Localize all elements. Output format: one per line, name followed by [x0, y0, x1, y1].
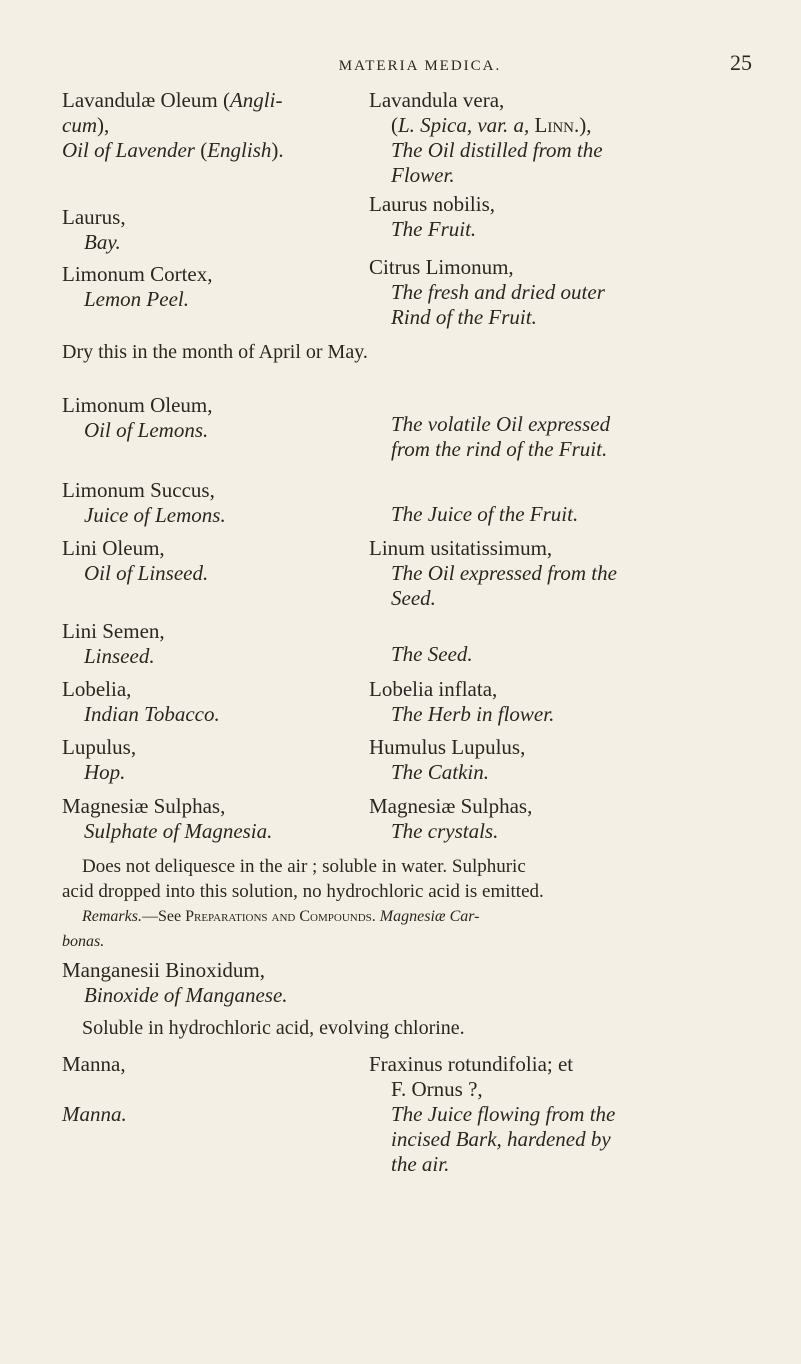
entry-magnesiae-right: Magnesiæ Sulphas, The crystals.: [369, 794, 533, 843]
entry-lobelia-left: Lobelia, Indian Tobacco.: [62, 677, 220, 726]
entry-limonum-succus-right: The Juice of the Fruit.: [391, 502, 579, 526]
page-number: 25: [730, 50, 752, 75]
entry-limonum-cortex-left: Limonum Cortex, Lemon Peel.: [62, 262, 213, 311]
note-chlorine: Soluble in hydrochloric acid, evolving chlorine.: [82, 1017, 465, 1039]
entry-manna-right: Fraxinus rotundifolia; et F. Ornus ?, The Juice flowing from the incised Bark, hardened by the air.: [369, 1052, 616, 1176]
entry-lavender-left: Lavandulæ Oleum (Angli- cum), Oil of Lavender (English).: [62, 88, 284, 162]
entry-lini-semen-right: The Seed.: [391, 642, 473, 666]
entry-limonum-succus-left: Limonum Succus, Juice of Lemons.: [62, 478, 226, 527]
entry-limonum-oleum-right: The volatile Oil expressed from the rind of the Fruit.: [391, 412, 611, 461]
entry-limonum-oleum-left: Limonum Oleum, Oil of Lemons.: [62, 393, 213, 442]
paragraph-magnesia: Does not deliquesce in the air ; soluble in water. Sulphuric acid dropped into this solution, no hydrochloric acid is emitted. Remarks.—See Preparations and Compounds. Magnesiæ Car- bonas.: [62, 856, 544, 950]
entry-limonum-cortex-right: Citrus Limonum, The fresh and dried outer Rind of the Fruit.: [369, 255, 605, 329]
entry-lini-oleum-right: Linum usitatissimum, The Oil expressed from the Seed.: [369, 536, 617, 610]
running-head: MATERIA MEDICA.: [338, 58, 502, 74]
entry-manganesii-left: Manganesii Binoxidum, Binoxide of Manganese.: [62, 958, 288, 1007]
entry-lini-oleum-left: Lini Oleum, Oil of Linseed.: [62, 536, 209, 585]
entry-lupulus-right: Humulus Lupulus, The Catkin.: [369, 735, 526, 784]
entry-lini-semen-left: Lini Semen, Linseed.: [62, 619, 165, 668]
entry-laurus-right: Laurus nobilis, The Fruit.: [369, 192, 495, 241]
note-april-may: Dry this in the month of April or May.: [62, 341, 368, 363]
entry-lavender-right: Lavandula vera, (L. Spica, var. a, Linn.), The Oil distilled from the Flower.: [369, 88, 603, 187]
entry-laurus-left: Laurus, Bay.: [62, 205, 126, 254]
entry-lobelia-right: Lobelia inflata, The Herb in flower.: [369, 677, 555, 726]
entry-magnesiae-left: Magnesiæ Sulphas, Sulphate of Magnesia.: [62, 794, 273, 843]
entry-manna-left: Manna, Manna.: [62, 1052, 127, 1126]
entry-lupulus-left: Lupulus, Hop.: [62, 735, 137, 784]
